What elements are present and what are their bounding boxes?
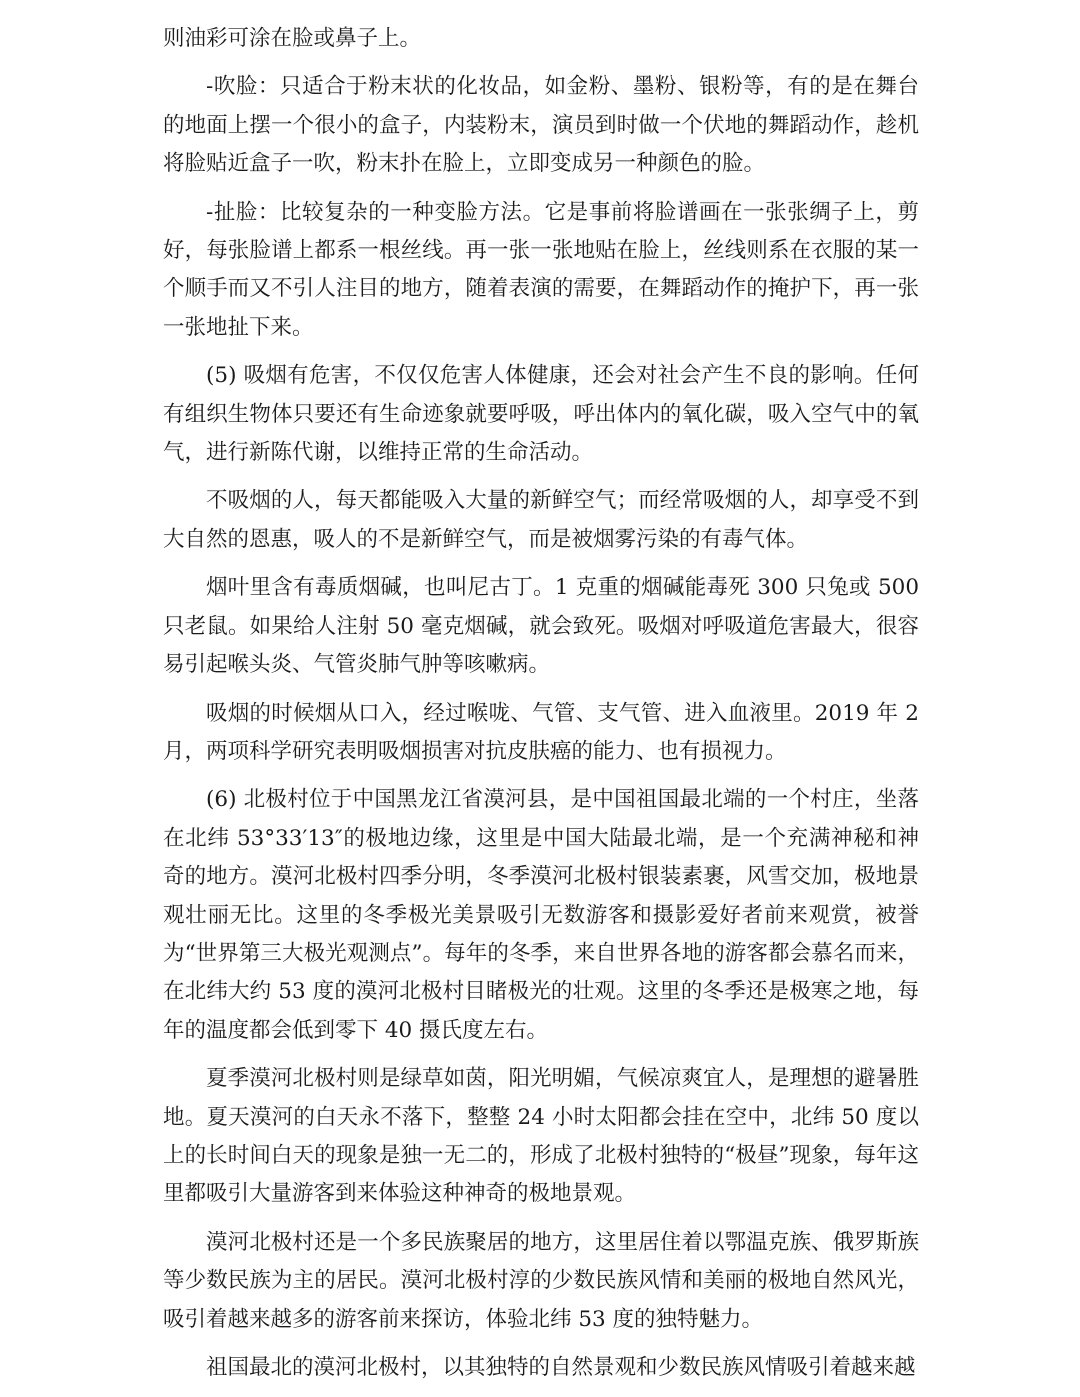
paragraph: 祖国最北的漠河北极村，以其独特的自然景观和少数民族风情吸引着越来越 — [206, 1355, 916, 1380]
paragraph: -扯脸：比较复杂的一种变脸方法。它是事前将脸谱画在一张张绸子上，剪好，每张脸谱上都系一根丝线。再一张一张地贴在脸上，丝线则系在衣服的某一个顺手而又不引人注目的地方，随着表演的需要，在舞蹈动作的掩护下，再一张一张地扯下来。 — [163, 199, 919, 340]
paragraph: -吹脸：只适合于粉末状的化妆品，如金粉、墨粉、银粉等，有的是在舞台的地面上摆一个很小的盒子，内装粉末，演员到时做一个伏地的舞蹈动作，趁机将脸贴近盒子一吹，粉末扑在脸上，立即变成另一种颜色的脸。 — [163, 74, 919, 177]
paragraph: 则油彩可涂在脸或鼻子上。 — [163, 26, 422, 51]
document-body — [163, 20, 919, 1397]
paragraph: (6) 北极村位于中国黑龙江省漠河县，是中国祖国最北端的一个村庄，坐落在北纬 53°33′13″的极地边缘，这里是中国大陆最北端，是一个充满神秘和神奇的地方。漠河北极村四季分明，冬季漠河北极村银装素裹，风雪交加，极地景观壮丽无比。这里的冬季极光美景吸引无数游客和摄影爱好者前来观赏，被誉为“世界第三大极光观测点”。每年的冬季，来自世界各地的游客都会慕名而来，在北纬大约 53 度的漠河北极村目睹极光的壮观。这里的冬季还是极寒之地，每年的温度都会低到零下 40 摄氏度左右。 — [163, 787, 919, 1043]
paragraph: 夏季漠河北极村则是绿草如茵，阳光明媚，气候凉爽宜人，是理想的避暑胜地。夏天漠河的白天永不落下，整整 24 小时太阳都会挂在空中，北纬 50 度以上的长时间白天的现象是独一无二的，形成了北极村独特的“极昼”现象，每年这里都吸引大量游客到来体验这种神奇的极地景观。 — [163, 1066, 919, 1207]
paragraph: 吸烟的时候烟从口入，经过喉咙、气管、支气管、进入血液里。2019 年 2 月，两项科学研究表明吸烟损害对抗皮肤癌的能力、也有损视力。 — [163, 700, 919, 764]
paragraph: (5) 吸烟有危害，不仅仅危害人体健康，还会对社会产生不良的影响。任何有组织生物体只要还有生命迹象就要呼吸，呼出体内的氧化碳，吸入空气中的氧气，进行新陈代谢，以维持正常的生命活动。 — [163, 363, 919, 466]
paragraph: 烟叶里含有毒质烟碱，也叫尼古丁。1 克重的烟碱能毒死 300 只兔或 500 只老鼠。如果给人注射 50 毫克烟碱，就会致死。吸烟对呼吸道危害最大，很容易引起喉头炎、气管炎肺气肿等咳嗽病。 — [163, 575, 919, 678]
paragraph: 漠河北极村还是一个多民族聚居的地方，这里居住着以鄂温克族、俄罗斯族等少数民族为主的居民。漠河北极村淳的少数民族风情和美丽的极地自然风光，吸引着越来越多的游客前来探访，体验北纬 53 度的独特魅力。 — [163, 1229, 919, 1332]
paragraph: 不吸烟的人，每天都能吸入大量的新鲜空气；而经常吸烟的人，却享受不到大自然的恩惠，吸人的不是新鲜空气，而是被烟雾污染的有毒气体。 — [163, 488, 919, 552]
